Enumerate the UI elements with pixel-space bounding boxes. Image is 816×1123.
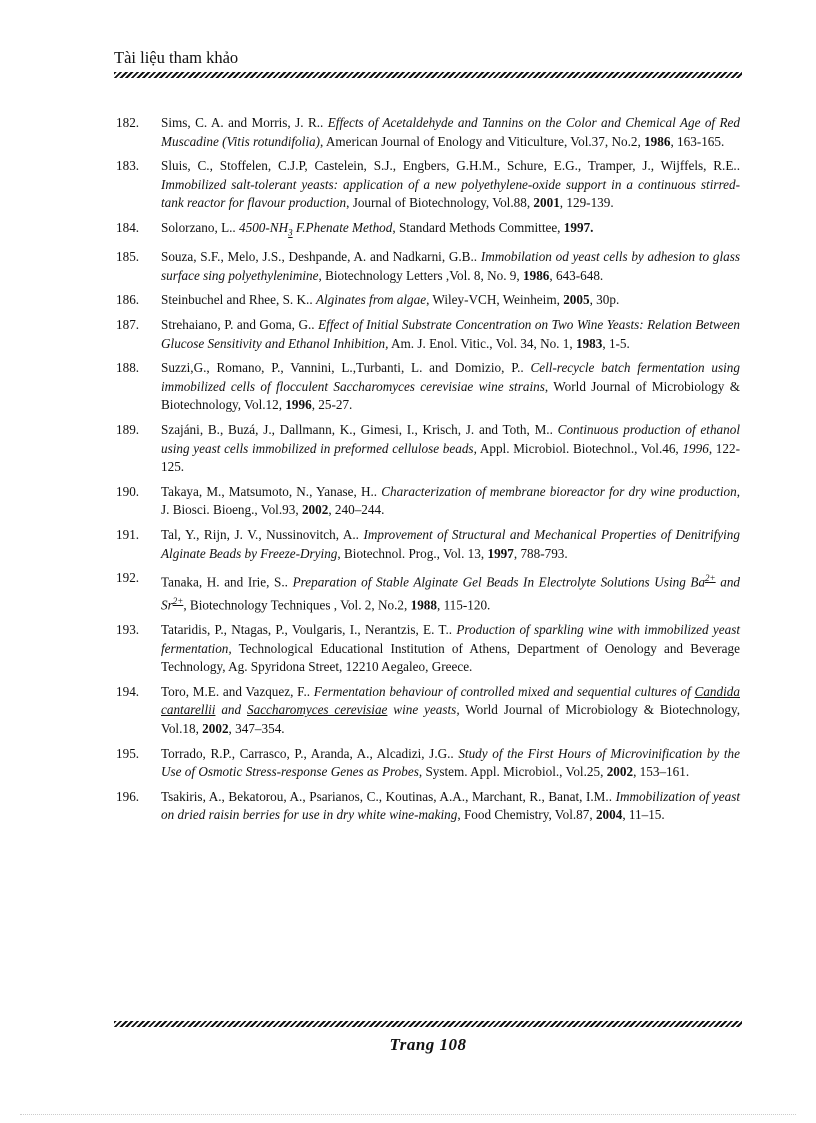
reference-number: 191. [116, 526, 140, 542]
reference-number: 189. [116, 421, 140, 437]
reference-segment: Tanaka, H. and Irie, S.. [161, 574, 293, 590]
reference-text [161, 219, 740, 242]
reference-segment: and Sr [161, 574, 741, 613]
header-rule [114, 72, 742, 78]
reference-segment: Cell-recycle batch fermentation using immobilized cells of flocculent Saccharomyces cerevisiae wine strains [161, 360, 740, 394]
reference-segment: 1986 [644, 133, 671, 149]
reference-segment: 2004 [595, 807, 623, 823]
reference-segment: Alginates from algae [315, 292, 427, 308]
reference-item [116, 745, 740, 782]
reference-segment: , 122-125. [161, 440, 740, 475]
reference-segment: , 129-139. [559, 195, 614, 211]
reference-segment: Continuous production of ethanol using yeast cells immobilized in preformed cellulose beads [161, 421, 740, 456]
reference-segment: , Appl. Microbiol. Biotechnol., Vol.46, [473, 440, 683, 456]
reference-segment: Immobilization of yeast on dried raisin berries for use in dry white wine-making [161, 788, 740, 823]
reference-number: 193. [116, 622, 140, 638]
reference-number: 183. [116, 158, 140, 174]
reference-number: 195. [116, 745, 140, 761]
reference-item [116, 114, 740, 151]
reference-text [161, 569, 740, 615]
reference-segment: Strehaiano, P. and Goma, G.. [161, 316, 319, 332]
reference-segment: wine yeasts, [387, 702, 460, 718]
reference-number: 194. [116, 683, 140, 699]
reference-segment: , 788-793. [513, 545, 568, 561]
reference-segment: , Biotechnology Letters ,Vol. 8, No. 9, [318, 267, 523, 283]
reference-segment: Torrado, R.P., Carrasco, P., Aranda, A., Alcadizi, J.G.. [161, 745, 459, 761]
reference-segment: Souza, S.F., Melo, J.S., Deshpande, A. and Nadkarni, G.B.. [161, 249, 481, 265]
reference-segment: , 25-27. [311, 397, 353, 413]
reference-segment: Preparation of Stable Alginate Gel Beads In Electrolyte Solutions Using Ba [292, 574, 706, 590]
reference-segment: Immobilized salt-tolerant yeasts: application of a new polyethylene-oxide support in a continuous stirred-tank reactor for flavour production [161, 176, 740, 211]
reference-segment: 2001 [533, 195, 560, 211]
reference-segment: Candida cantarellii [161, 683, 740, 718]
reference-text [161, 421, 740, 477]
reference-segment: Fermentation behaviour of controlled mixed and sequential cultures of [313, 683, 695, 699]
footer-rule [114, 1021, 742, 1027]
page-footer [114, 1017, 742, 1055]
reference-text [161, 248, 740, 285]
reference-number: 182. [116, 115, 140, 130]
reference-segment: 2002 [202, 721, 229, 737]
reference-segment: F.Phenate Method [292, 219, 393, 235]
reference-segment: , 115-120. [436, 597, 491, 613]
page-header [114, 48, 742, 78]
reference-number: 190. [116, 483, 140, 499]
reference-text [161, 621, 740, 677]
reference-list [116, 114, 740, 831]
page-header-title: Tài liệu tham khảo [114, 48, 239, 67]
reference-segment: 4500-NH [239, 219, 289, 235]
reference-segment: 1986 [523, 267, 550, 283]
reference-item [116, 316, 740, 353]
reference-segment: , 163-165. [670, 133, 725, 149]
reference-segment: Szajáni, B., Buzá, J., Dallmann, K., Gimesi, I., Krisch, J. and Toth, M.. [161, 421, 558, 437]
reference-segment: , 153–161. [633, 764, 690, 780]
reference-segment: , Standard Methods Committee, [392, 219, 564, 235]
reference-segment: Suzzi,G., Romano, P., Vannini, L.,Turbanti, L. and Domizio, P.. [161, 360, 531, 376]
reference-number: 187. [116, 316, 140, 332]
reference-text [161, 683, 740, 739]
reference-segment: 1988 [410, 597, 437, 613]
reference-segment: 1996 [682, 440, 709, 456]
reference-segment: , Wiley-VCH, Weinheim, [426, 292, 564, 308]
reference-segment: Tal, Y., Rijn, J. V., Nussinovitch, A.. [161, 526, 364, 542]
reference-item [116, 421, 740, 477]
reference-segment: Toro, M.E. and Vazquez, F.. [161, 683, 314, 699]
reference-item [116, 683, 740, 739]
reference-number: 188. [116, 360, 140, 376]
reference-item [116, 219, 740, 242]
reference-text [161, 157, 740, 213]
reference-segment: Effect of Initial Substrate Concentration on Two Wine Yeasts: Relation Between Glucose Sensitivity and Ethanol Inhibition, [161, 316, 741, 351]
bottom-dotted-border [20, 1114, 796, 1115]
reference-segment: Characterization of membrane bioreactor for dry wine production [381, 483, 737, 499]
reference-segment: Sims, C. A. and Morris, J. R.. [161, 115, 328, 130]
reference-text [161, 745, 740, 782]
reference-segment: 1983 [575, 335, 603, 351]
reference-segment: , Food Chemistry, Vol.87, [457, 807, 596, 823]
reference-segment: , 347–354. [228, 721, 285, 737]
reference-segment: , Biotechnol. Prog., Vol. 13, [337, 545, 488, 561]
reference-number: 184. [116, 219, 140, 235]
reference-segment: Tataridis, P., Ntagas, P., Voulgaris, I., Nerantzis, E. T.. [161, 622, 457, 638]
reference-segment: , 11–15. [622, 807, 665, 823]
reference-item [116, 526, 740, 563]
reference-segment: Steinbuchel and Rhee, S. K.. [161, 292, 316, 308]
reference-item [116, 248, 740, 285]
reference-text [161, 359, 740, 415]
reference-segment: , 30p. [589, 292, 620, 308]
reference-segment: Immobilation od yeast cells by adhesion to glass surface sing polyethylenimine [161, 249, 740, 283]
page-number-label: Trang 108 [389, 1035, 467, 1054]
reference-item [116, 483, 740, 520]
reference-item [116, 359, 740, 415]
reference-segment: Improvement of Structural and Mechanical Properties of Denitrifying Alginate Beads by Freeze-Drying [161, 526, 740, 561]
reference-segment: , Journal of Biotechnology, Vol.88, [346, 195, 534, 211]
reference-segment: 2005 [563, 292, 590, 308]
reference-number: 186. [116, 292, 140, 308]
reference-segment: 1997 [487, 545, 514, 561]
reference-number: 185. [116, 249, 140, 265]
reference-segment: Takaya, M., Matsumoto, N., Yanase, H.. [161, 483, 382, 499]
reference-item [116, 621, 740, 677]
reference-segment: Saccharomyces cerevisiae [247, 702, 388, 718]
reference-segment: Sluis, C., Stoffelen, C.J.P, Castelein, S.J., Engbers, G.H.M., Schure, E.G., Tramper, J., Wijffels, R.E.. [161, 158, 740, 174]
reference-segment: 2+ [172, 596, 184, 607]
reference-text [161, 483, 740, 520]
reference-text [161, 291, 740, 310]
reference-segment: 2+ [705, 573, 716, 584]
reference-item [116, 157, 740, 213]
reference-segment: , 240–244. [328, 502, 385, 518]
reference-segment: , Biotechnology Techniques , Vol. 2, No.2, [183, 597, 411, 613]
reference-segment: , J. Biosci. Bioeng., Vol.93, [161, 483, 740, 518]
reference-item [116, 291, 740, 310]
reference-segment: World Journal of Microbiology & Biotechnology, Vol.18, [161, 702, 741, 737]
reference-segment: 2002 [606, 764, 634, 780]
reference-segment: Technological Educational Institution of Athens, Department of Oenology and Beverage Technology, Ag. Spyridona Street, 12210 Aegaleo, Greece. [161, 640, 740, 675]
reference-segment: Tsakiris, A., Bekatorou, A., Psarianos, C., Koutinas, A.A., Marchant, R., Banat, I.M.. [161, 788, 616, 804]
reference-segment: Effects of Acetaldehyde and Tannins on the Color and Chemical Age of Red Muscadine (Vitis rotundifolia) [161, 115, 740, 149]
reference-text [161, 788, 740, 825]
reference-segment: 2002 [301, 502, 329, 518]
reference-segment: and [215, 702, 248, 718]
reference-segment: Am. J. Enol. Vitic., Vol. 34, No. 1, [388, 335, 576, 351]
reference-number: 196. [116, 788, 140, 804]
reference-item [116, 788, 740, 825]
reference-segment: 3 [288, 227, 293, 238]
reference-number: 192. [116, 570, 140, 586]
reference-segment: , 1-5. [602, 335, 630, 351]
reference-segment: , World Journal of Microbiology & Biotechnology, Vol.12, [161, 378, 740, 413]
reference-segment: 1997. [563, 219, 594, 235]
reference-text [161, 114, 740, 151]
reference-segment: , 643-648. [549, 267, 604, 283]
reference-text [161, 316, 740, 353]
reference-segment: , American Journal of Enology and Viticulture, Vol.37, No.2, [319, 133, 645, 149]
reference-segment: 1996 [285, 397, 312, 413]
reference-segment: Solorzano, L.. [161, 219, 240, 235]
reference-text [161, 526, 740, 563]
reference-segment: Study of the First Hours of Microvinification by the Use of Osmotic Stress-response Genes as Probes [161, 745, 740, 780]
reference-item [116, 569, 740, 615]
reference-segment: , System. Appl. Microbiol., Vol.25, [418, 764, 607, 780]
reference-segment: Production of sparkling wine with immobilized yeast fermentation, [161, 622, 740, 656]
